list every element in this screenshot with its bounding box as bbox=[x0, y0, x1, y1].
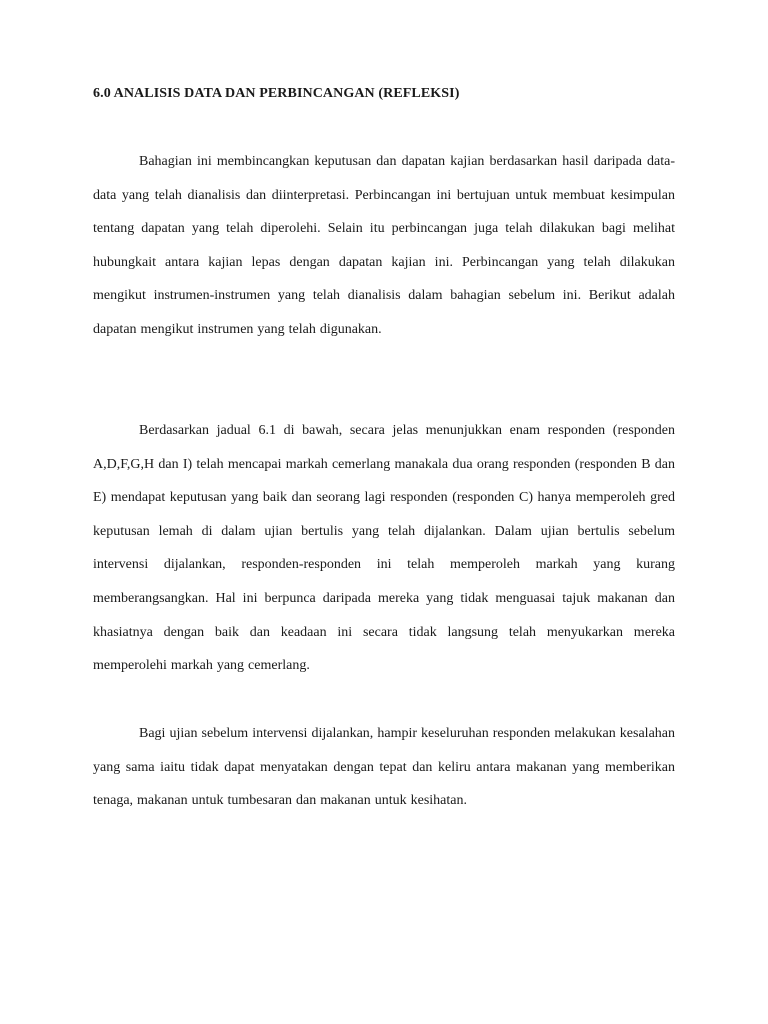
paragraph-results: Berdasarkan jadual 6.1 di bawah, secara jelas menunjukkan enam responden (responden A,D,F,G,H dan I) telah mencapai markah cemerlang manakala dua orang responden (responden B dan E) mendapat keputusan yang baik dan seorang lagi responden (responden C) hanya memperoleh gred keputusan lemah di dalam ujian bertulis yang telah dijalankan. Dalam ujian bertulis sebelum intervensi dijalankan, responden-responden ini telah memperoleh markah yang kurang memberangsangkan. Hal ini berpunca daripada mereka yang tidak menguasai tajuk makanan dan khasiatnya dengan baik dan keadaan ini secara tidak langsung telah menyukarkan mereka memperolehi markah yang cemerlang. bbox=[93, 423, 675, 674]
section-heading: 6.0 ANALISIS DATA DAN PERBINCANGAN (REFLEKSI) bbox=[93, 86, 460, 101]
paragraph-introduction: Bahagian ini membincangkan keputusan dan dapatan kajian berdasarkan hasil daripada data-data yang telah dianalisis dan diinterpretasi. Perbincangan ini bertujuan untuk membuat kesimpulan tentang dapatan yang telah diperolehi. Selain itu perbincangan juga telah dilakukan bagi melihat hubungkait antara kajian lepas dengan dapatan kajian ini. Perbincangan yang telah dilakukan mengikut instrumen-instrumen yang telah dianalisis dalam bahagian sebelum ini. Berikut adalah dapatan mengikut instrumen yang telah digunakan. bbox=[93, 154, 675, 337]
paragraph-pre-intervention: Bagi ujian sebelum intervensi dijalankan, hampir keseluruhan responden melakukan kesalahan yang sama iaitu tidak dapat menyatakan dengan tepat dan keliru antara makanan yang memberikan tenaga, makanan untuk tumbesaran dan makanan untuk kesihatan. bbox=[93, 726, 675, 809]
